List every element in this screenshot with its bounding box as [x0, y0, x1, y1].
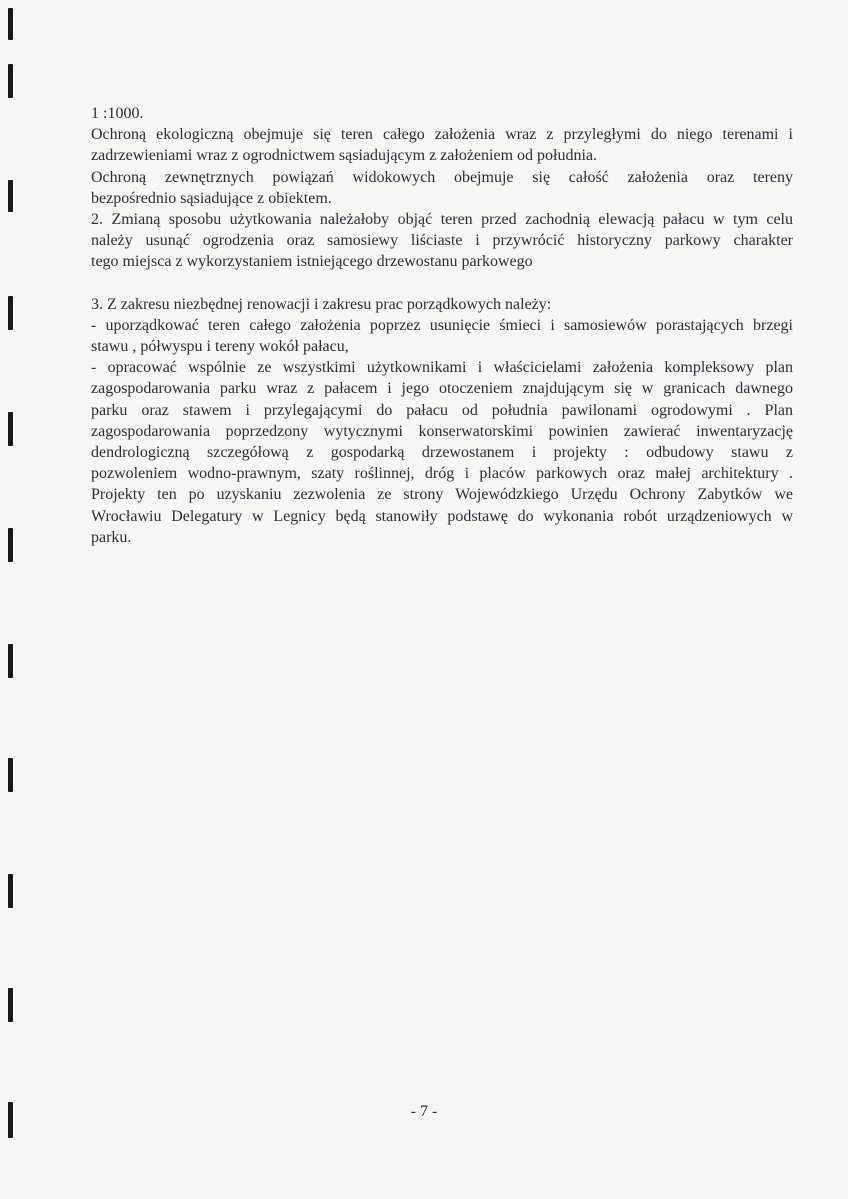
scale-line: 1 :1000. [91, 105, 144, 122]
list-item-line: dendrologiczną szczegółową z gospodarką drzewostanem i projekty : odbudowy stawu z [91, 444, 793, 462]
paragraph-line: bezpośrednio sąsiadujące z obiektem. [91, 189, 332, 207]
list-item-line: Projekty ten po uzyskaniu zezwolenia ze strony Wojewódzkiego Urzędu Ochrony Zabytków we [91, 486, 793, 504]
paragraph-line: zadrzewieniami wraz z ogrodnictwem sąsiadującym z założeniem od południa. [91, 147, 598, 165]
paragraph-line: tego miejsca z wykorzystaniem istniejącego drzewostanu parkowego [91, 253, 533, 271]
list-item-line: Wrocławiu Delegatury w Legnicy będą stanowiły podstawę do wykonania robót urządzeniowych w [91, 507, 793, 525]
binding-mark [8, 8, 13, 40]
binding-mark [8, 64, 13, 98]
list-item-line: zagospodarowania poprzedzony wytycznymi konserwatorskimi powinien zawierać inwentaryzację [91, 422, 793, 440]
paragraph-line: Ochroną ekologiczną obejmuje się teren całego założenia wraz z przyległymi do niego terenami i [91, 126, 793, 144]
list-item-line: - opracować wspólnie ze wszystkimi użytkownikami i właścicielami założenia kompleksowy plan [91, 359, 793, 377]
page-number: - 7 - [410, 1103, 438, 1120]
paragraph-line: Ochroną zewnętrznych powiązań widokowych obejmuje się całość założenia oraz tereny [91, 168, 793, 186]
paragraph-line: należy usunąć ogrodzenia oraz samosiewy liściaste i przywrócić historyczny parkowy charakter [91, 232, 793, 250]
list-item-line: pozwoleniem wodno-prawnym, szaty roślinnej, dróg i placów parkowych oraz małej architektury . [91, 465, 793, 483]
binding-mark [8, 180, 13, 212]
binding-mark [8, 988, 13, 1022]
binding-mark [8, 412, 13, 446]
list-item-line: zagospodarowania parku wraz z pałacem i jego otoczeniem znajdującym się w granicach dawnego [91, 380, 793, 398]
binding-mark [8, 644, 13, 678]
list-item-line: parku oraz stawem i przylegającymi do pałacu od południa pawilonami ogrodowymi . Plan [91, 401, 793, 419]
section-heading: 3. Z zakresu niezbędnej renowacji i zakresu prac porządkowych należy: [91, 295, 552, 313]
list-item-line: parku. [91, 528, 132, 546]
list-item-line: - uporządkować teren całego założenia poprzez usunięcie śmieci i samosiewów porastających brzegi [91, 316, 793, 334]
binding-mark [8, 874, 13, 908]
binding-mark [8, 758, 13, 792]
list-item-line: stawu , półwyspu i tereny wokół pałacu, [91, 338, 349, 356]
document-body [91, 103, 793, 548]
paragraph-line: 2. Zmianą sposobu użytkowania należałoby objąć teren przed zachodnią elewacją pałacu w tym celu [91, 211, 793, 229]
paragraph-gap [91, 273, 793, 294]
binding-mark [8, 296, 13, 330]
binding-mark [8, 528, 13, 562]
